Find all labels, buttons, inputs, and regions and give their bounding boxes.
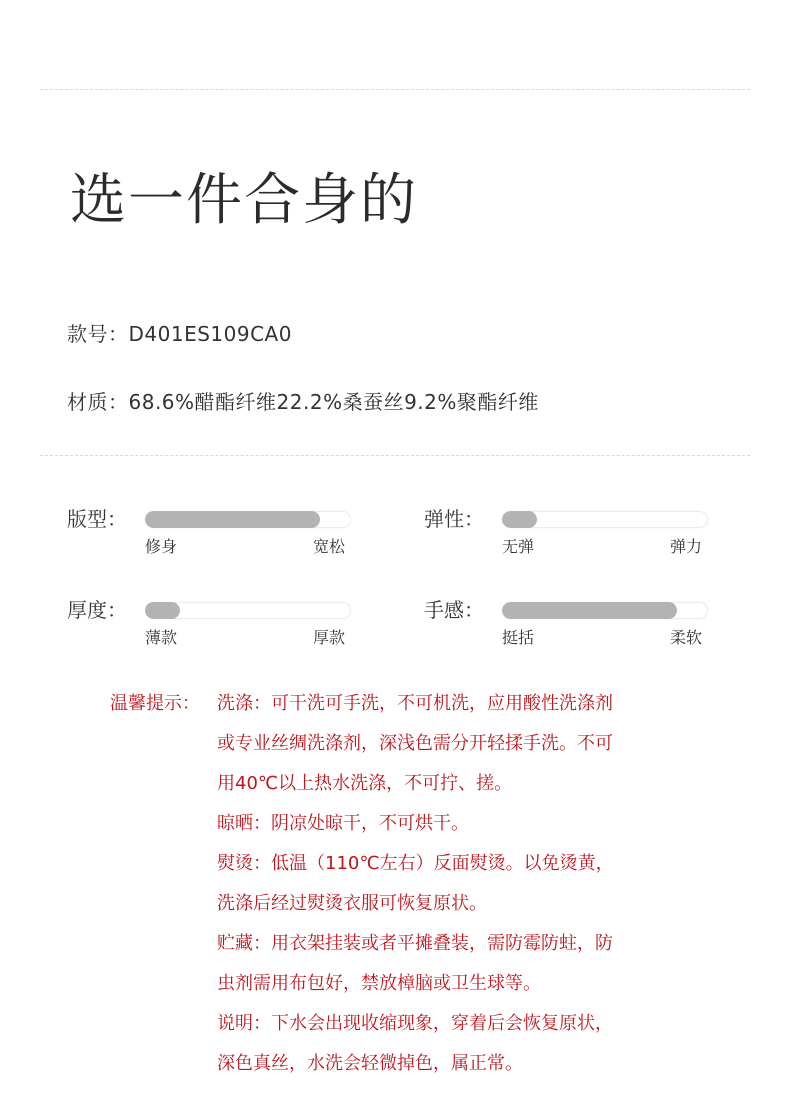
attribute-hand-feel <box>424 597 724 647</box>
care-line: 虫剂需用布包好，禁放樟脑或卫生球等。 <box>217 973 541 994</box>
care-heading: 温馨提示： <box>110 693 200 714</box>
attribute-thickness <box>67 597 367 647</box>
care-line: 说明：下水会出现收缩现象，穿着后会恢复原状， <box>217 1013 613 1034</box>
attribute-elasticity <box>424 506 724 556</box>
attribute-scale-track <box>145 602 351 619</box>
top-divider <box>40 89 750 90</box>
attribute-scale-fill <box>502 511 537 528</box>
attribute-max-label: 厚款 <box>313 628 346 647</box>
attribute-scale-fill <box>145 511 320 528</box>
material <box>67 388 539 416</box>
attribute-label: 弹性： <box>424 507 484 531</box>
care-line: 晾晒：阴凉处晾干，不可烘干。 <box>217 813 469 834</box>
care-line: 洗涤：可干洗可手洗，不可机洗，应用酸性洗涤剂 <box>217 693 613 714</box>
page-title: 选一件合身的 <box>70 168 418 233</box>
care-line: 贮藏：用衣架挂装或者平摊叠装，需防霉防蛀，防 <box>217 933 613 954</box>
model-value: D401ES109CA0 <box>128 322 292 346</box>
attribute-fit <box>67 506 367 556</box>
attribute-scale-fill <box>502 602 677 619</box>
attribute-scale-track <box>502 602 708 619</box>
attribute-label: 版型： <box>67 507 127 531</box>
care-body <box>217 684 697 1084</box>
attribute-min-label: 无弹 <box>502 537 535 556</box>
care-line: 或专业丝绸洗涤剂，深浅色需分开轻揉手洗。不可 <box>217 733 613 754</box>
attribute-max-label: 弹力 <box>670 537 703 556</box>
attribute-label: 厚度： <box>67 598 127 622</box>
model-label: 款号： <box>67 322 129 346</box>
material-label: 材质： <box>67 390 129 414</box>
middle-divider <box>40 455 750 456</box>
attribute-min-label: 薄款 <box>145 628 178 647</box>
attribute-scale-track <box>502 511 708 528</box>
model-number <box>67 320 292 348</box>
attribute-scale-fill <box>145 602 180 619</box>
material-value: 68.6%醋酯纤维22.2%桑蚕丝9.2%聚酯纤维 <box>128 390 539 414</box>
attribute-scale-track <box>145 511 351 528</box>
attribute-max-label: 宽松 <box>313 537 346 556</box>
attribute-min-label: 挺括 <box>502 628 535 647</box>
care-line: 洗涤后经过熨烫衣服可恢复原状。 <box>217 893 487 914</box>
care-line: 熨烫：低温（110℃左右）反面熨烫。以免烫黄， <box>217 853 614 874</box>
care-line: 深色真丝，水洗会轻微掉色，属正常。 <box>217 1053 523 1074</box>
care-line: 用40℃以上热水洗涤，不可拧、搓。 <box>217 773 513 794</box>
attribute-max-label: 柔软 <box>670 628 703 647</box>
attribute-label: 手感： <box>424 598 484 622</box>
attribute-min-label: 修身 <box>145 537 178 556</box>
